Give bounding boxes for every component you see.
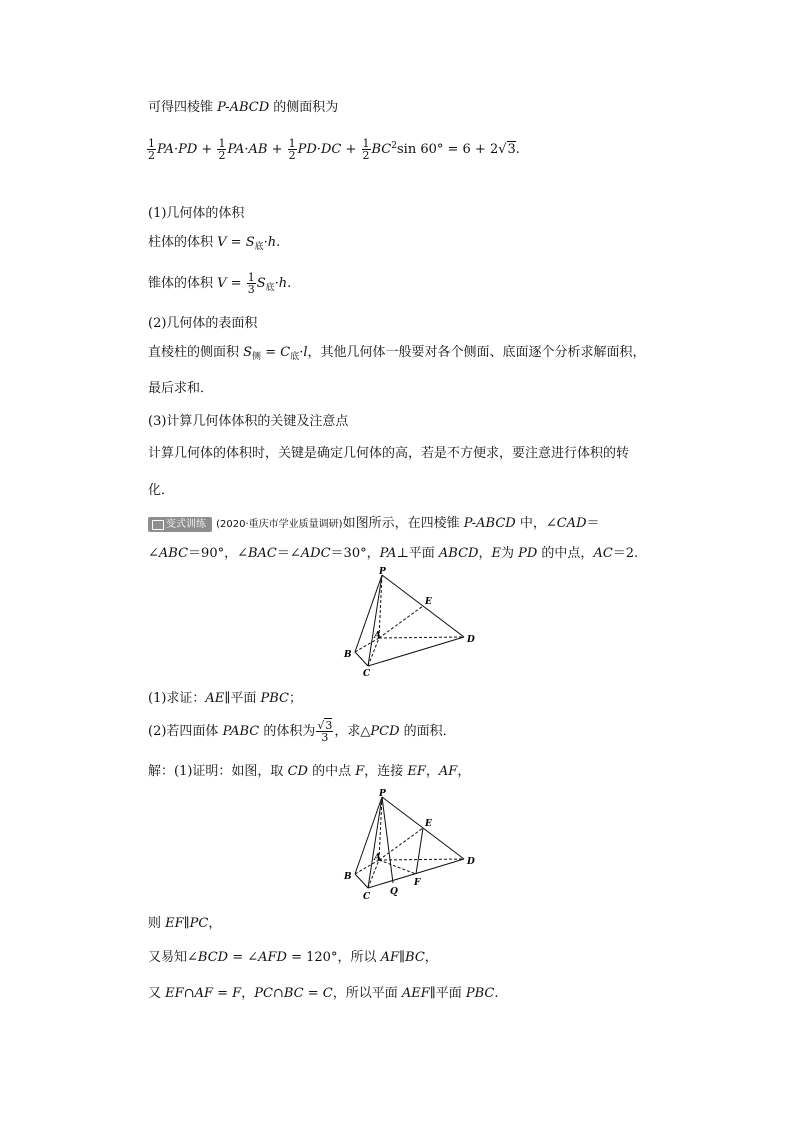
fraction: $\frac{1}{2}$	[288, 137, 296, 162]
section-heading: (3)计算几何体体积的关键及注意点	[148, 414, 349, 429]
label-C: C	[363, 892, 371, 902]
text-line	[148, 98, 338, 118]
section-heading: (1)几何体的体积	[148, 206, 245, 221]
pyramid-figure-1	[338, 566, 480, 680]
fraction: $\frac{1}{2}$	[148, 137, 155, 162]
fraction: $\frac{1}{2}$	[362, 137, 370, 162]
label-F: F	[414, 878, 421, 888]
radicand: 3	[507, 142, 516, 157]
solution-line: 又易知∠BCD = ∠AFD = 120°，所以 AF∥BC，	[148, 950, 438, 965]
question-1: (1)求证：AE∥平面 PBC；	[148, 691, 302, 706]
label-Q: Q	[390, 887, 398, 897]
cone-volume: 锥体的体积 V = $\frac{1}{3}$ $S_底\cdot h$.	[148, 271, 292, 296]
term: sin 60° = 6 + 2	[396, 142, 499, 157]
solution-line: 则 EF∥PC，	[148, 916, 222, 931]
exponent: 2	[391, 141, 397, 151]
prism-volume: 柱体的体积 $V = S_底\cdot h$.	[148, 235, 281, 252]
label-D: D	[467, 857, 475, 867]
text-line: 化．	[148, 483, 175, 498]
label-P: P	[379, 789, 386, 799]
label-E: E	[425, 597, 432, 607]
label-B: B	[344, 872, 352, 882]
period: .	[515, 142, 520, 157]
question-2: (2)若四面体 PABC 的体积为 $\frac{√3}{3}$ ，求△PCD 的面积．	[148, 719, 456, 744]
label-P: P	[379, 567, 386, 577]
lateral-area-formula: $\frac{1}{2}$ PA·PD + $\frac{1}{2}$ PA·AB + $\frac{1}{2}$ PD·DC + $\frac{1}{2}$ $BC^2\sin$ 60° = 6 + 2√3.	[148, 137, 520, 162]
text: 的侧面积为	[269, 100, 339, 115]
plus-sign: +	[345, 142, 357, 157]
term: PD·DC	[297, 142, 342, 157]
pyramid-name: P-ABCD	[217, 100, 270, 115]
text: 可得四棱锥	[148, 100, 218, 115]
label-B: B	[344, 650, 352, 660]
term: PA·PD	[157, 142, 198, 157]
exercise-badge: 变式训练	[148, 517, 212, 532]
fraction: $\frac{√3}{3}$	[317, 719, 333, 744]
solution-line: 解：(1)证明：如图，取 CD 的中点 F，连接 EF，AF，	[148, 764, 471, 779]
plus-sign: +	[201, 142, 213, 157]
exercise-source: (2020·重庆市学业质量调研)	[216, 519, 343, 530]
exercise-line: 变式训练 (2020·重庆市学业质量调研)如图所示，在四棱锥 P-ABCD 中，∠CAD＝	[148, 514, 600, 535]
pyramid-figure-2	[338, 788, 480, 904]
term: PA·AB	[227, 142, 268, 157]
lateral-area-text: 直棱柱的侧面积 $S_侧 = C_底\cdot l$，其他几何体一般要对各个侧面、底面逐个分析求解面积，	[148, 345, 646, 362]
exercise-line-2: ∠ABC＝90°，∠BAC＝∠ADC＝30°，PA⊥平面 ABCD，E为 PD 的中点，AC＝2.	[148, 546, 639, 561]
label-D: D	[467, 635, 475, 645]
label-A: A	[374, 631, 381, 641]
exercise-icon	[152, 520, 164, 530]
solution-line: 又 EF∩AF = F，PC∩BC = C，所以平面 AEF∥平面 PBC.	[148, 986, 499, 1001]
label-C: C	[363, 669, 371, 679]
plus-sign: +	[271, 142, 283, 157]
text-line: 最后求和．	[148, 381, 214, 396]
section-heading: (2)几何体的表面积	[148, 316, 258, 331]
fraction: $\frac{1}{2}$	[218, 137, 226, 162]
label-E: E	[425, 819, 432, 829]
label-A: A	[374, 853, 381, 863]
text-line: 计算几何体的体积时，关键是确定几何体的高，若是不方便求，要注意进行体积的转	[148, 446, 630, 461]
term: BC	[371, 142, 392, 157]
